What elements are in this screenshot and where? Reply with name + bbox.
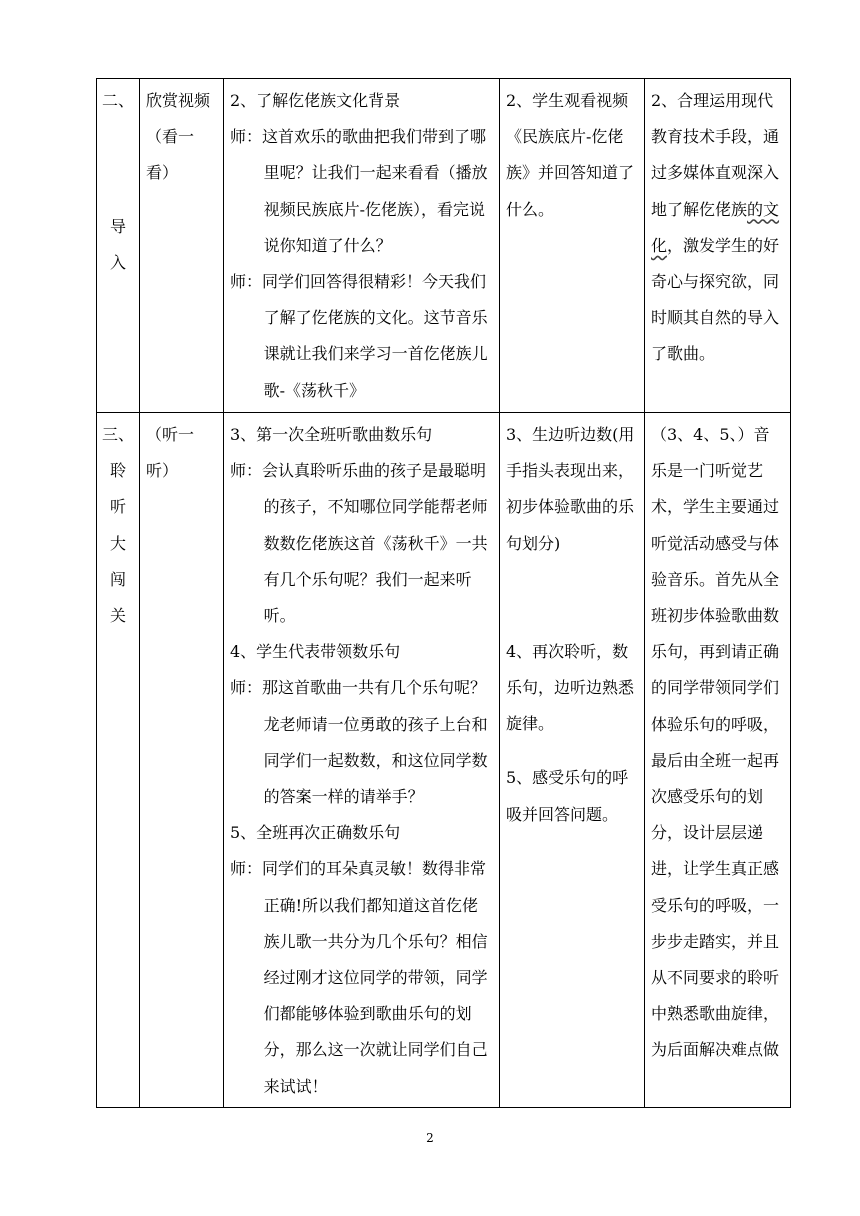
design-intent-underlined: 的文化	[651, 199, 780, 255]
table-row	[97, 413, 791, 1108]
teacher-speech: 师：会认真聆听乐曲的孩子是最聪明的孩子，不知哪位同学能帮老师数数仡佬族这首《荡秋千》一共有几个乐句呢？我们一起来听听。	[230, 461, 488, 626]
step-heading: 2、了解仡佬族文化背景	[230, 91, 401, 110]
student-activity-cell	[500, 413, 645, 1108]
stage-cell	[97, 413, 140, 1108]
stage-title-char: 入	[109, 253, 126, 273]
stage-title-char: 聆	[109, 461, 126, 481]
teacher-speech: 师：同学们回答得很精彩！今天我们了解了仡佬族的文化。这节音乐课就让我们来学习一首仡佬族儿歌-《荡秋千》	[230, 272, 488, 400]
student-activity: 2、学生观看视频《民族底片-仡佬族》并回答知道了什么。	[506, 91, 635, 219]
step-heading: 4、学生代表带领数乐句	[230, 642, 401, 662]
table-row	[97, 79, 791, 413]
student-activity: 3、生边听边数(用手指头表现出来，初步体验歌曲的乐句划分)	[506, 425, 635, 553]
teacher-speech: 师：那这首歌曲一共有几个乐句呢？龙老师请一位勇敢的孩子上台和同学们一起数数，和这位同学数的答案一样的请举手？	[230, 678, 488, 807]
stage-title-char: 关	[109, 606, 126, 626]
lesson-plan-table	[96, 78, 791, 1108]
activity-label: （听一听）	[146, 425, 195, 481]
design-intent-cell	[645, 413, 791, 1108]
page-number: 2	[426, 1131, 434, 1145]
teacher-activity-cell	[224, 79, 500, 413]
teacher-speech: 师：同学们的耳朵真灵敏！数得非常正确!所以我们都知道这首仡佬族儿歌一共分为几个乐句？相信经过刚才这位同学的带领，同学们都能够体验到歌曲乐句的划分，那么这一次就让同学们自己来试试！	[230, 859, 488, 1096]
design-intent-text: 2、合理运用现代教育技术手段，通过多媒体直观深入地了解仡佬族	[651, 91, 780, 219]
student-activity: 5、感受乐句的呼吸并回答问题。	[506, 768, 629, 824]
stage-title-char: 闯	[109, 569, 126, 589]
student-activity-cell	[500, 79, 645, 413]
activity-cell	[140, 413, 224, 1108]
stage-title-char: 导	[109, 217, 126, 237]
teacher-activity-cell	[224, 413, 500, 1108]
stage-cell	[97, 79, 140, 413]
activity-cell	[140, 79, 224, 413]
student-activity: 4、再次聆听，数乐句，边听边熟悉旋律。	[506, 641, 635, 734]
teacher-speech: 师：这首欢乐的歌曲把我们带到了哪里呢？让我们一起来看看（播放视频民族底片-仡佬族），看完说说你知道了什么？	[230, 127, 488, 255]
step-heading: 3、第一次全班听歌曲数乐句	[230, 425, 433, 444]
activity-label: 欣赏视频（看一看）	[146, 91, 211, 183]
design-intent-text: ，激发学生的好奇心与探究欲，同时顺其自然的导入了歌曲。	[651, 235, 780, 364]
stage-title-char: 听	[109, 497, 126, 517]
stage-title-char: 大	[109, 533, 126, 553]
design-intent-text: （3、4、5、）音乐是一门听觉艺术，学生主要通过听觉活动感受与体验音乐。首先从全班初步体验歌曲数乐句，再到请正确的同学带领同学们体验乐句的呼吸，最后由全班一起再次感受乐句的划分，设计层层递进，让学生真正感受乐句的呼吸，一步步走踏实，并且从不同要求的聆听中熟悉歌曲旋律，为后面解决难点做	[651, 425, 780, 1060]
design-intent-cell	[645, 79, 791, 413]
stage-number: 三、	[101, 425, 134, 444]
step-heading: 5、全班再次正确数乐句	[230, 823, 401, 843]
stage-number: 二、	[101, 91, 134, 110]
